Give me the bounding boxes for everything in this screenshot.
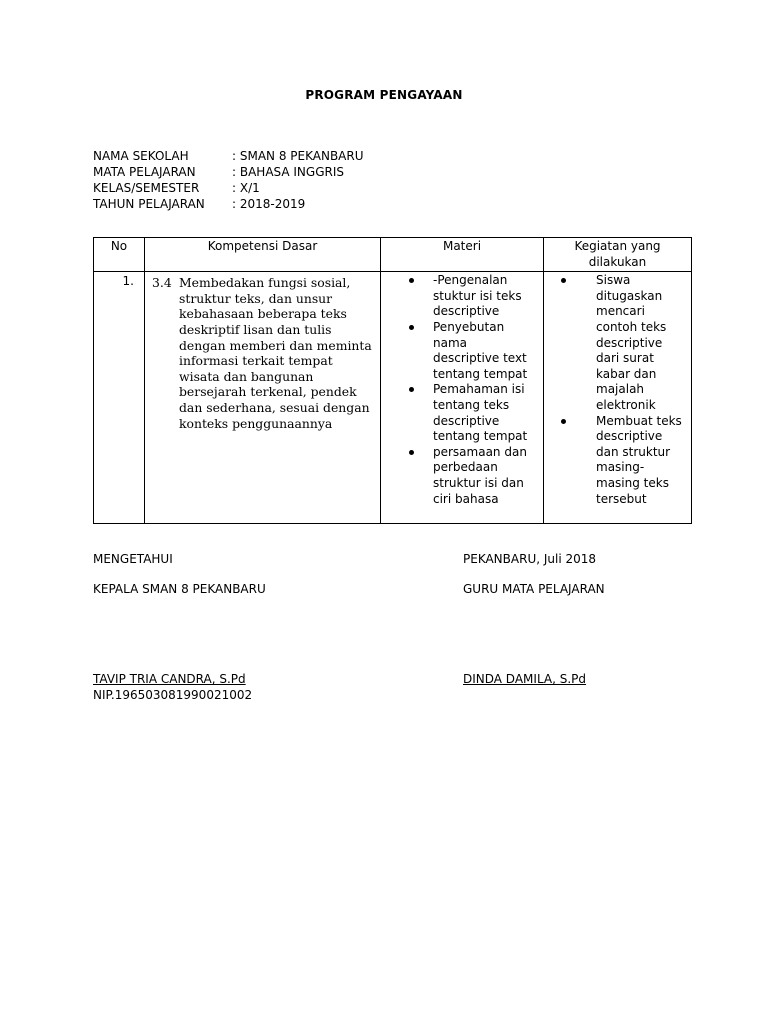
list-item-text: Membuat teks descriptive dan struktur masing-masing teks tersebut <box>596 413 682 506</box>
list-item-text: -Pengenalan stuktur isi teks descriptive <box>433 273 522 319</box>
row-number: 1. <box>94 272 145 524</box>
kompetensi-dasar-cell <box>145 272 381 524</box>
table-header-row <box>94 238 692 272</box>
info-value: : X/1 <box>232 181 260 195</box>
teacher-name: DINDA DAMILA, S.Pd <box>463 672 587 686</box>
info-key: NAMA SEKOLAH <box>93 149 189 163</box>
header-kegiatan: Kegiatan yang dilakukan <box>544 238 692 272</box>
program-table <box>93 237 692 524</box>
list-item <box>544 414 685 508</box>
materi-cell <box>381 272 544 524</box>
info-key: MATA PELAJARAN <box>93 165 196 179</box>
place-date: PEKANBARU, Juli 2018 <box>463 552 597 566</box>
list-item <box>381 382 537 444</box>
bullet-icon <box>409 325 414 330</box>
list-item-text: persamaan dan perbedaan struktur isi dan ciri bahasa <box>433 444 527 506</box>
list-item <box>381 445 537 507</box>
list-item <box>381 320 537 382</box>
bullet-icon <box>409 278 414 283</box>
kegiatan-list <box>544 272 691 509</box>
document-title: PROGRAM PENGAYAAN <box>305 88 463 102</box>
table-row <box>94 272 692 524</box>
kegiatan-cell <box>544 272 692 524</box>
list-item-text: Pemahaman isi tentang teks descriptive tentang tempat <box>433 382 528 444</box>
header-materi: Materi <box>381 238 544 272</box>
list-item-text: Penyebutan nama descriptive text tentang tempat <box>433 319 528 381</box>
principal-role: KEPALA SMAN 8 PEKANBARU <box>93 582 266 596</box>
list-item <box>381 273 537 320</box>
header-no: No <box>94 238 145 272</box>
teacher-role: GURU MATA PELAJARAN <box>463 582 605 596</box>
list-item-text: Siswa ditugaskan mencari contoh teks descriptive dari surat kabar dan majalah elektronik <box>596 273 667 412</box>
info-value: : SMAN 8 PEKANBARU <box>232 149 364 163</box>
kd-number: 3.4 <box>152 275 172 291</box>
list-item <box>544 273 685 413</box>
principal-nip: NIP.196503081990021002 <box>93 688 253 702</box>
bullet-icon <box>561 278 566 283</box>
kd-description: Membedakan fungsi sosial, struktur teks, dan unsur kebahasaan beberapa teks deskriptif lisan dan tulis dengan memberi dan meminta informasi terkait tempat wisata dan bangunan bersejarah terkenal, pendek dan sederhana, sesuai dengan konteks penggunaannya <box>179 275 372 431</box>
bullet-icon <box>409 450 414 455</box>
info-value: : 2018-2019 <box>232 197 306 211</box>
info-value: : BAHASA INGGRIS <box>232 165 345 179</box>
materi-list <box>381 272 543 509</box>
info-key: TAHUN PELAJARAN <box>93 197 205 211</box>
info-key: KELAS/SEMESTER <box>93 181 200 195</box>
bullet-icon <box>561 419 566 424</box>
principal-name: TAVIP TRIA CANDRA, S.Pd <box>93 672 246 686</box>
kompetensi-dasar-text <box>145 272 380 431</box>
header-kompetensi-dasar: Kompetensi Dasar <box>145 238 381 272</box>
mengetahui-label: MENGETAHUI <box>93 552 173 566</box>
bullet-icon <box>409 387 414 392</box>
